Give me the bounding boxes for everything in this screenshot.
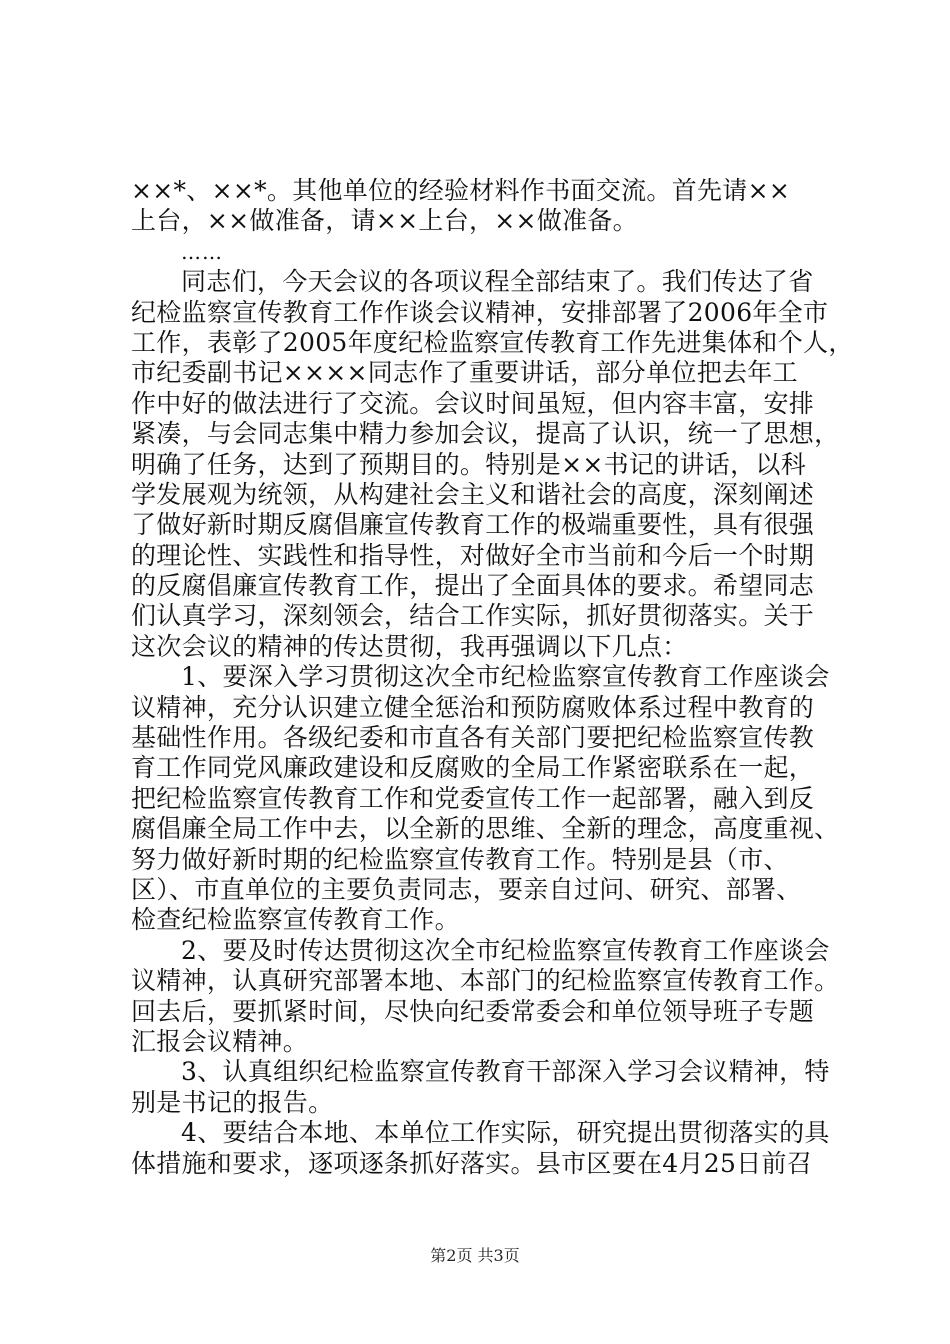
- text-line: 议精神，认真研究部署本地、本部门的纪检监察宣传教育工作。: [131, 966, 840, 996]
- text-line: 3、认真组织纪检监察宣传教育干部深入学习会议精神，特: [181, 1057, 830, 1087]
- text-line: 的理论性、实践性和指导性，对做好全市当前和今后一个时期: [131, 540, 815, 570]
- text-line: 检查纪检监察宣传教育工作。: [131, 905, 460, 935]
- document-body: [131, 176, 854, 1179]
- text-line: 明确了任务，达到了预期目的。特别是××书记的讲话，以科: [131, 449, 806, 479]
- text-line: 基础性作用。各级纪委和市直各有关部门要把纪检监察宣传教: [131, 723, 815, 753]
- text-line: 紧凑，与会同志集中精力参加会议，提高了认识，统一了思想，: [131, 419, 840, 449]
- text-line: 别是书记的报告。: [131, 1087, 334, 1117]
- text-line: 这次会议的精神的传达贯彻，我再强调以下几点：: [131, 631, 688, 661]
- page-number-footer: 第2页 共3页: [430, 1246, 520, 1265]
- text-line: 市纪委副书记××××同志作了重要讲话，部分单位把去年工: [131, 358, 798, 388]
- text-line: 体措施和要求，逐项逐条抓好落实。县市区要在4月25日前召: [131, 1148, 813, 1178]
- text-line: 4、要结合本地、本单位工作实际，研究提出贯彻落实的具: [181, 1118, 830, 1148]
- text-line: 2、要及时传达贯彻这次全市纪检监察宣传教育工作座谈会: [181, 935, 830, 965]
- text-line: 作中好的做法进行了交流。会议时间虽短，但内容丰富，安排: [131, 388, 815, 418]
- ellipsis-line: ……: [181, 239, 223, 264]
- text-line: 学发展观为统领，从构建社会主义和谐社会的高度，深刻阐述: [131, 479, 815, 509]
- text-line: 了做好新时期反腐倡廉宣传教育工作的极端重要性，具有很强: [131, 510, 815, 540]
- text-line: 努力做好新时期的纪检监察宣传教育工作。特别是县（市、: [131, 844, 789, 874]
- text-line: 纪检监察宣传教育工作作谈会议精神，安排部署了2006年全市: [131, 297, 829, 327]
- text-line: ××*、××*。其他单位的经验材料作书面交流。首先请××: [131, 176, 791, 205]
- text-line: 议精神，充分认识建立健全惩治和预防腐败体系过程中教育的: [131, 692, 815, 722]
- text-line: 上台，××做准备，请××上台，××做准备。: [131, 206, 638, 236]
- text-line: 同志们，今天会议的各项议程全部结束了。我们传达了省: [181, 267, 814, 297]
- text-line: 汇报会议精神。: [131, 1026, 309, 1056]
- text-line: 育工作同党风廉政建设和反腐败的全局工作紧密联系在一起，: [131, 753, 815, 783]
- text-line: 的反腐倡廉宣传教育工作，提出了全面具体的要求。希望同志: [131, 571, 815, 601]
- text-line: 区）、市直单位的主要负责同志，要亲自过问、研究、部署、: [131, 874, 802, 904]
- text-line: 回去后，要抓紧时间，尽快向纪委常委会和单位领导班子专题: [131, 996, 815, 1026]
- text-line: 们认真学习，深刻领会，结合工作实际，抓好贯彻落实。关于: [131, 601, 815, 631]
- text-line: 工作，表彰了2005年度纪检监察宣传教育工作先进集体和个人，: [131, 327, 854, 357]
- text-line: 把纪检监察宣传教育工作和党委宣传工作一起部署，融入到反: [131, 783, 815, 813]
- text-line: 腐倡廉全局工作中去，以全新的思维、全新的理念，高度重视、: [131, 814, 840, 844]
- text-line: 1、要深入学习贯彻这次全市纪检监察宣传教育工作座谈会: [181, 662, 830, 692]
